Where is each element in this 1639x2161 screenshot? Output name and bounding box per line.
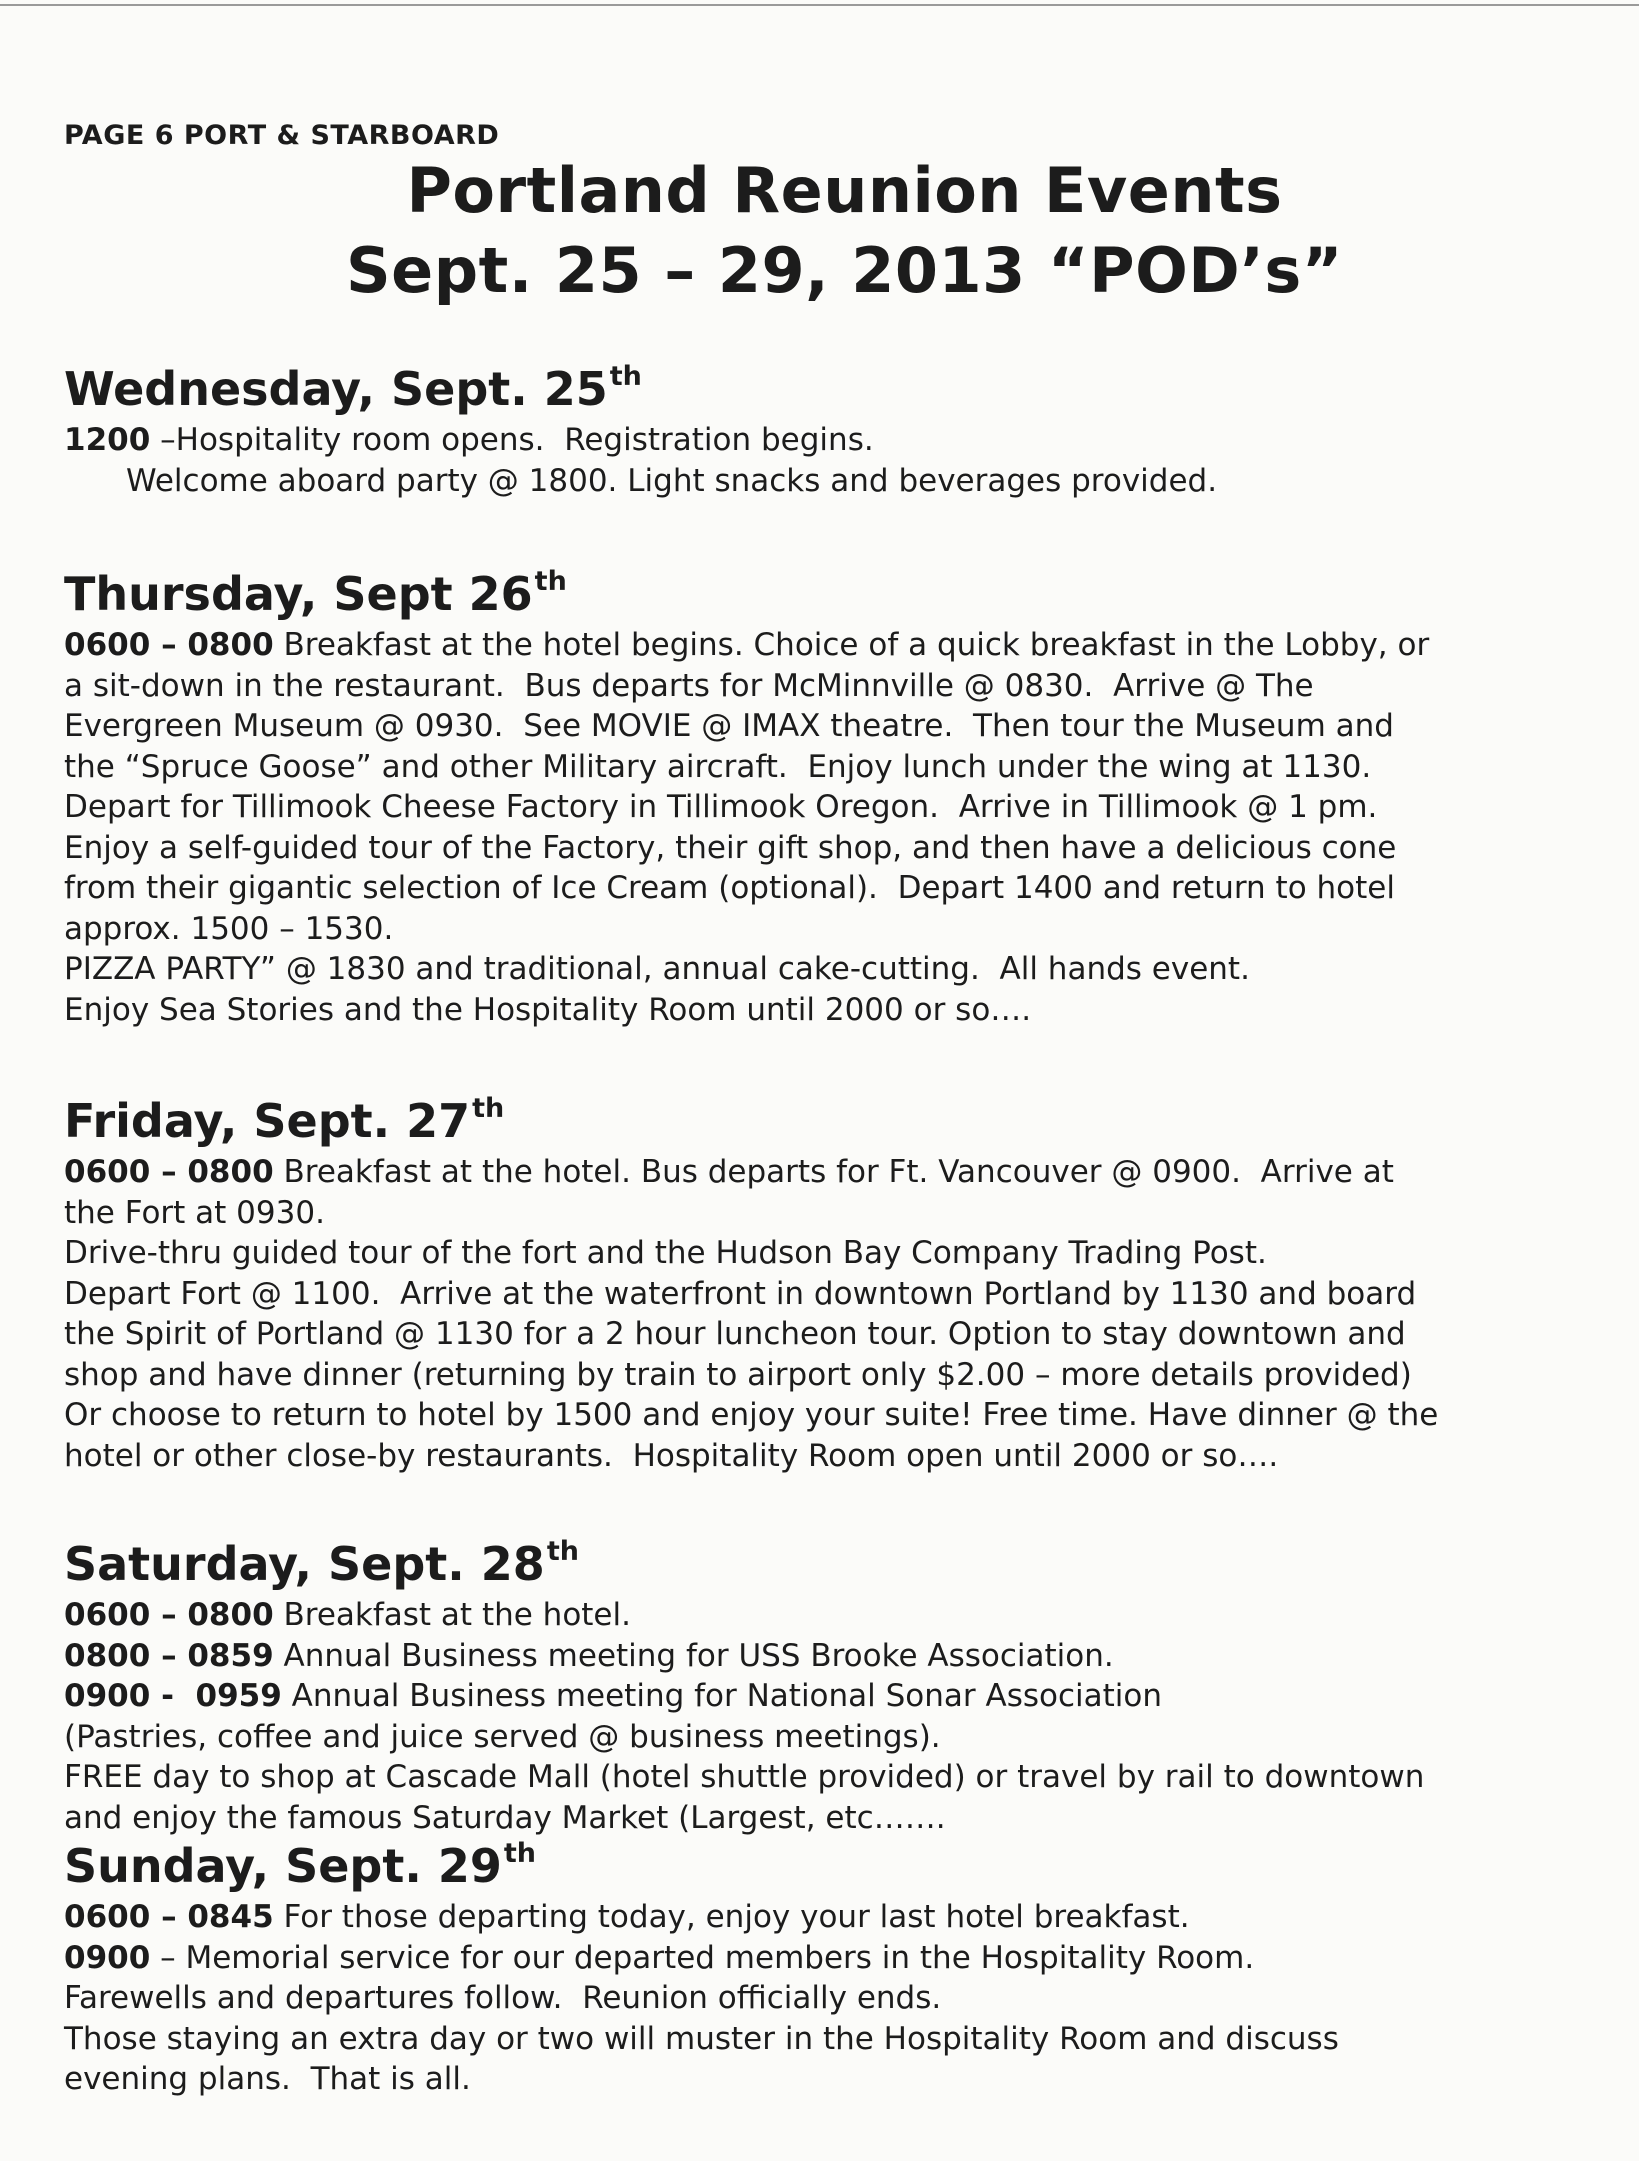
section-thursday (64, 555, 1584, 1030)
day-heading-saturday: Saturday, Sept. 28th (64, 1536, 579, 1591)
page-label: PAGE 6 PORT & STARBOARD (64, 120, 500, 151)
event-paragraph: (Pastries, coffee and juice served @ business meetings). FREE day to shop at Cascade Mall (hotel shuttle provided) or travel by rail to downtown and enjoy the famous Saturday Market (Largest, etc……. (64, 1718, 1425, 1836)
page-title: Portland Reunion Events (406, 154, 1283, 227)
event-paragraph: Farewells and departures follow. Reunion officially ends. Those staying an extra day or two will muster in the Hospitality Room and discuss evening plans. That is all. (64, 1980, 1339, 2097)
event-line: Welcome aboard party @ 1800. Light snacks and beverages provided. (126, 462, 1218, 499)
section-friday (64, 1082, 1584, 1476)
day-heading-wednesday: Wednesday, Sept. 25th (64, 361, 642, 416)
event-paragraph: 0600 – 0800 Breakfast at the hotel. Bus departs for Ft. Vancouver @ 0900. Arrive at the Fort at 0930. Drive-thru guided tour of the fort and the Hudson Bay Company Trading Post. Depart Fort @ 1100. Arrive at the waterfront in downtown Portland by 1130 and board the Spirit of Portland @ 1130 for a 2 hour luncheon tour. Option to stay downtown and shop and have dinner (returning by train to airport only $2.00 – more details provided) Or choose to return to hotel by 1500 and enjoy your suite! Free time. Have dinner @ the hotel or other close-by restaurants. Hospitality Room open until 2000 or so…. (64, 1154, 1439, 1474)
event-time: 0600 – 0845 (64, 1899, 274, 1935)
page-subtitle: Sept. 25 – 29, 2013 “POD’s” (346, 234, 1343, 307)
event-time: 0600 – 0800 (64, 1597, 274, 1633)
day-heading-thursday: Thursday, Sept 26th (64, 566, 567, 621)
event-line: 0600 – 0800 Breakfast at the hotel. (64, 1597, 631, 1633)
event-line: 0900 – Memorial service for our departed members in the Hospitality Room. (64, 1939, 1255, 1976)
section-sunday (64, 1827, 1584, 2100)
section-wednesday (64, 350, 1584, 501)
event-time: 1200 (64, 422, 151, 458)
top-rule (0, 4, 1639, 6)
event-paragraph: 0600 – 0800 Breakfast at the hotel begins. Choice of a quick breakfast in the Lobby, or a sit-down in the restaurant. Bus departs for McMinnville @ 0830. Arrive @ The Evergreen Museum @ 0930. See MOVIE @ IMAX theatre. Then tour the Museum and the “Spruce Goose” and other Military aircraft. Enjoy lunch under the wing at 1130. Depart for Tillimook Cheese Factory in Tillimook Oregon. Arrive in Tillimook @ 1 pm. Enjoy a self-guided tour of the Factory, their gift shop, and then have a delicious cone from their gigantic selection of Ice Cream (optional). Depart 1400 and return to hotel approx. 1500 – 1530. PIZZA PARTY” @ 1830 and traditional, annual cake-cutting. All hands event. Enjoy Sea Stories and the Hospitality Room until 2000 or so…. (64, 627, 1430, 1028)
event-time: 0900 (64, 1939, 151, 1976)
event-time: 0600 – 0800 (64, 627, 274, 663)
event-line: 0900 - 0959 Annual Business meeting for National Sonar Association (64, 1678, 1163, 1714)
event-time: 0900 - 0959 (64, 1678, 282, 1714)
day-heading-friday: Friday, Sept. 27th (64, 1093, 505, 1148)
event-line: 1200 –Hospitality room opens. Registration begins. (64, 422, 874, 458)
event-time: 0600 – 0800 (64, 1154, 274, 1190)
section-saturday (64, 1525, 1584, 1838)
event-time: 0800 – 0859 (64, 1637, 274, 1674)
event-line: 0800 – 0859 Annual Business meeting for USS Brooke Association. (64, 1637, 1114, 1674)
day-heading-sunday: Sunday, Sept. 29th (64, 1838, 536, 1893)
event-line: 0600 – 0845 For those departing today, enjoy your last hotel breakfast. (64, 1899, 1190, 1935)
